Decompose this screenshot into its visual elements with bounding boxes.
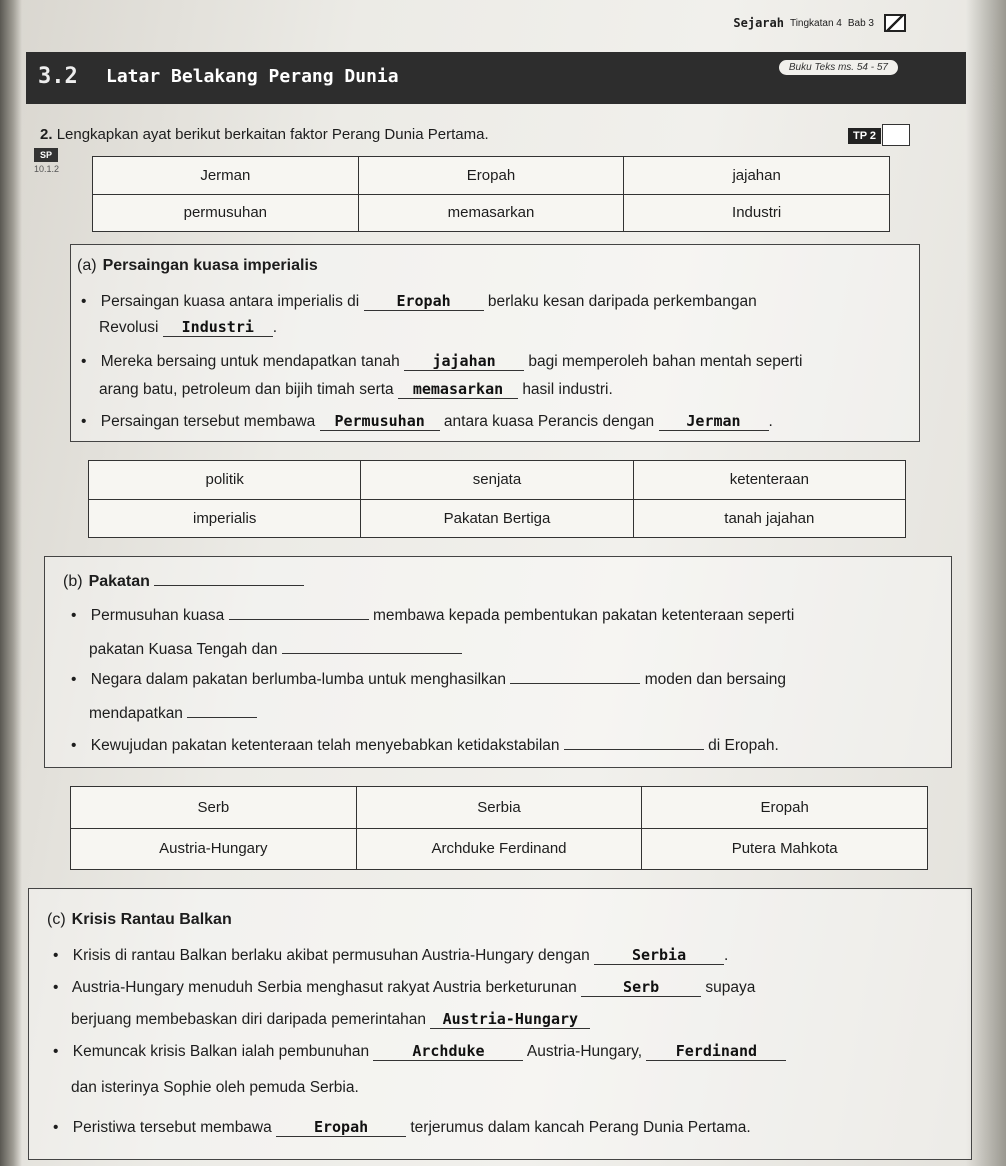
answer-blank[interactable]: Industri xyxy=(163,319,273,337)
table-row xyxy=(89,461,906,500)
sp-icon: SP xyxy=(34,148,58,162)
answer-blank[interactable]: Serb xyxy=(581,979,701,997)
answer-blank[interactable]: Serbia xyxy=(594,947,724,965)
answer-blank[interactable] xyxy=(154,585,304,586)
word-cell: jajahan xyxy=(624,157,890,195)
table-row xyxy=(89,499,906,538)
part-a-bullet-2-cont: arang batu, petroleum dan bijih timah serta memasarkan hasil industri. xyxy=(99,380,613,398)
word-cell: Austria-Hungary xyxy=(71,828,357,870)
word-bank-b xyxy=(88,460,906,538)
sp-code: 10.1.2 xyxy=(34,164,60,174)
answer-blank[interactable]: Austria-Hungary xyxy=(430,1011,590,1029)
word-cell: permusuhan xyxy=(93,194,359,232)
word-cell: Jerman xyxy=(93,157,359,195)
part-a-heading xyxy=(77,257,318,275)
word-cell: ketenteraan xyxy=(633,461,905,500)
table-row xyxy=(71,828,928,870)
part-a-title: Persaingan kuasa imperialis xyxy=(102,257,318,274)
part-a-box xyxy=(70,244,920,442)
tp-badge: TP 2 xyxy=(848,128,881,144)
part-b-bullet-3: • Kewujudan pakatan ketenteraan telah menyebabkan ketidakstabilan di Eropah. xyxy=(71,737,779,755)
word-cell: Serbia xyxy=(356,787,642,829)
part-b-bullet-1: • Permusuhan kuasa membawa kepada pembentukan pakatan ketenteraan seperti xyxy=(71,607,794,625)
part-b-bullet-2: • Negara dalam pakatan berlumba-lumba untuk menghasilkan moden dan bersaing xyxy=(71,671,786,689)
binding-shadow xyxy=(0,0,22,1166)
section-title: Latar Belakang Perang Dunia xyxy=(106,66,399,87)
answer-blank[interactable] xyxy=(187,717,257,718)
answer-blank[interactable]: memasarkan xyxy=(398,381,518,399)
part-c-bullet-1: • Krisis di rantau Balkan berlaku akibat permusuhan Austria-Hungary dengan Serbia . xyxy=(53,947,728,965)
answer-blank[interactable] xyxy=(282,653,462,654)
part-c-label: (c) xyxy=(47,911,66,928)
running-header xyxy=(733,14,906,32)
answer-blank[interactable] xyxy=(229,619,369,620)
tp-score-box[interactable] xyxy=(882,124,910,146)
answer-blank[interactable] xyxy=(564,749,704,750)
part-c-bullet-4: • Peristiwa tersebut membawa Eropah terjerumus dalam kancah Perang Dunia Pertama. xyxy=(53,1119,751,1137)
answer-blank[interactable]: Eropah xyxy=(276,1119,406,1137)
word-cell: senjata xyxy=(361,461,633,500)
answer-blank[interactable]: Ferdinand xyxy=(646,1043,786,1061)
word-cell: Eropah xyxy=(642,787,928,829)
word-cell: politik xyxy=(89,461,361,500)
word-bank-a xyxy=(92,156,890,232)
word-cell: Eropah xyxy=(358,157,624,195)
part-c-title: Krisis Rantau Balkan xyxy=(71,911,232,928)
word-cell: Industri xyxy=(624,194,890,232)
word-cell: tanah jajahan xyxy=(633,499,905,538)
word-bank-c xyxy=(70,786,928,870)
part-a-bullet-2: • Mereka bersaing untuk mendapatkan tanah jajahan bagi memperoleh bahan mentah seperti xyxy=(81,353,802,371)
level-label: Tingkatan 4 xyxy=(789,17,842,29)
part-b-bullet-2-cont: mendapatkan xyxy=(89,705,257,723)
word-cell: Archduke Ferdinand xyxy=(356,828,642,870)
part-c-box xyxy=(28,888,972,1160)
part-c-bullet-3: • Kemuncak krisis Balkan ialah pembunuhan Archduke Austria-Hungary, Ferdinand xyxy=(53,1043,786,1061)
question-number: 2. xyxy=(40,126,53,143)
table-row xyxy=(93,157,890,195)
word-cell: Serb xyxy=(71,787,357,829)
question-instruction xyxy=(40,126,489,143)
part-a-bullet-1-cont: Revolusi Industri . xyxy=(99,318,278,336)
part-b-heading xyxy=(63,573,304,591)
part-b-box xyxy=(44,556,952,768)
answer-blank[interactable]: jajahan xyxy=(404,353,524,371)
section-number: 3.2 xyxy=(38,64,78,89)
part-a-label: (a) xyxy=(77,257,97,274)
answer-blank[interactable] xyxy=(510,683,640,684)
part-c-bullet-3-cont: dan isterinya Sophie oleh pemuda Serbia. xyxy=(71,1079,359,1096)
part-a-bullet-1: • Persaingan kuasa antara imperialis di Eropah berlaku kesan daripada perkembangan xyxy=(81,293,757,311)
answer-blank[interactable]: Archduke xyxy=(373,1043,523,1061)
word-cell: Pakatan Bertiga xyxy=(361,499,633,538)
part-c-bullet-2: • Austria-Hungary menuduh Serbia menghasut rakyat Austria berketurunan Serb supaya xyxy=(53,979,755,997)
part-b-label: (b) xyxy=(63,573,83,590)
section-title-bar xyxy=(26,52,966,104)
table-row xyxy=(93,194,890,232)
chapter-label: Bab 3 xyxy=(847,17,874,29)
page-edge-shadow xyxy=(966,0,1006,1166)
question-text: Lengkapkan ayat berikut berkaitan faktor Perang Dunia Pertama. xyxy=(56,126,489,143)
subject-label: Sejarah xyxy=(733,16,784,30)
answer-blank[interactable]: Jerman xyxy=(659,413,769,431)
answer-blank[interactable]: Eropah xyxy=(364,293,484,311)
book-icon xyxy=(884,14,906,32)
word-cell: imperialis xyxy=(89,499,361,538)
part-c-bullet-2-cont: berjuang membebaskan diri daripada pemerintahan Austria-Hungary xyxy=(71,1011,590,1029)
part-c-heading xyxy=(47,911,232,929)
textbook-reference: Buku Teks ms. 54 - 57 xyxy=(779,60,898,75)
part-b-title: Pakatan xyxy=(88,573,150,590)
part-a-bullet-3: • Persaingan tersebut membawa Permusuhan antara kuasa Perancis dengan Jerman . xyxy=(81,413,773,431)
table-row xyxy=(71,787,928,829)
part-b-bullet-1-cont: pakatan Kuasa Tengah dan xyxy=(89,641,462,659)
word-cell: Putera Mahkota xyxy=(642,828,928,870)
answer-blank[interactable]: Permusuhan xyxy=(320,413,440,431)
word-cell: memasarkan xyxy=(358,194,624,232)
